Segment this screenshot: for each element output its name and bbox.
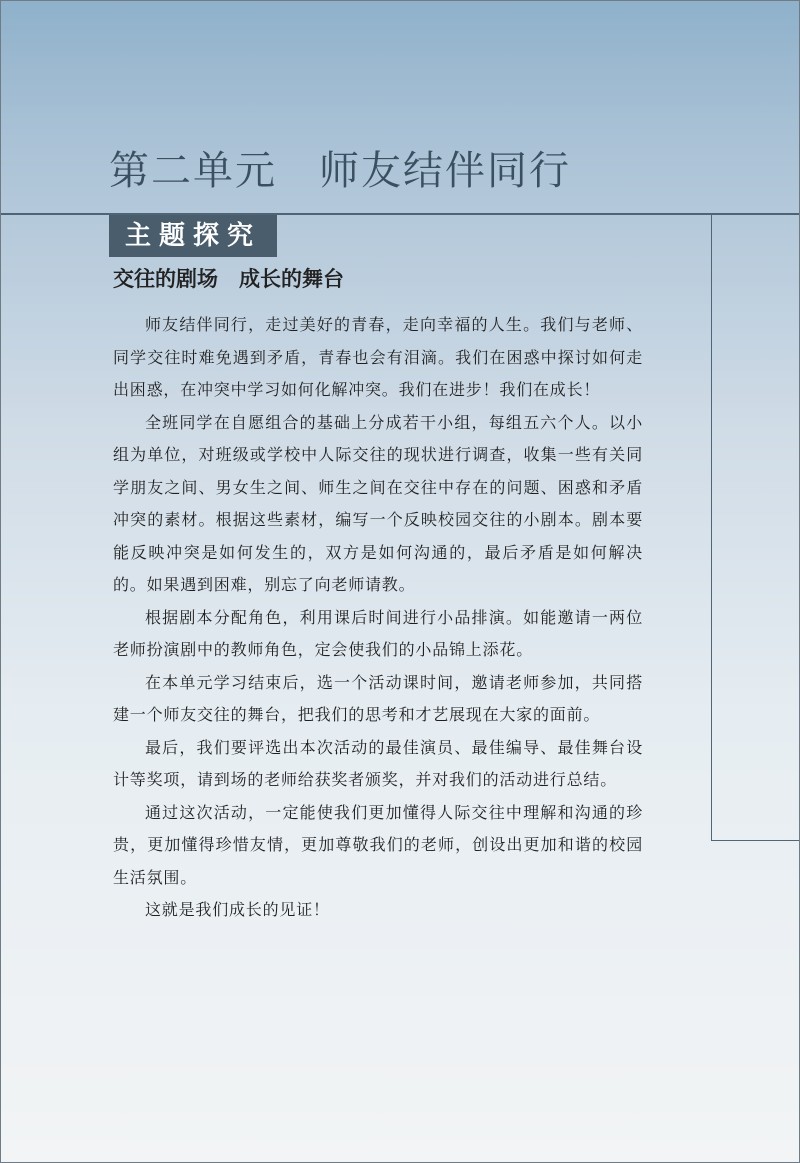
unit-title: 第二单元 师友结伴同行 <box>109 148 571 194</box>
decorative-horizontal-rule <box>711 840 800 841</box>
decorative-vertical-rule <box>711 213 712 841</box>
paragraph: 全班同学在自愿组合的基础上分成若干小组，每组五六个人。以小组为单位，对班级或学校中人际交往的现状进行调查，收集一些有关同学朋友之间、男女生之间、师生之间在交往中存在的问题、困惑和矛盾冲突的素材。根据这些素材，编写一个反映校园交往的小剧本。剧本要能反映冲突是如何发生的，双方是如何沟通的，最后矛盾是如何解决的。如果遇到困难，别忘了向老师请教。 <box>113 412 643 594</box>
title-band <box>1 1 799 215</box>
body-text <box>113 309 643 927</box>
paragraph: 师友结伴同行，走过美好的青春，走向幸福的人生。我们与老师、同学交往时难免遇到矛盾，青春也会有泪滴。我们在困惑中探讨如何走出困惑，在冲突中学习如何化解冲突。我们在进步！我们在成长！ <box>113 315 643 399</box>
paragraph: 在本单元学习结束后，选一个活动课时间，邀请老师参加，共同搭建一个师友交往的舞台，把我们的思考和才艺展现在大家的面前。 <box>113 672 643 724</box>
paragraph: 这就是我们成长的见证！ <box>145 900 330 919</box>
paragraph: 通过这次活动，一定能使我们更加懂得人际交往中理解和沟通的珍贵，更加懂得珍惜友情，更加尊敬我们的老师，创设出更加和谐的校园生活氛围。 <box>113 802 643 887</box>
section-subtitle: 交往的剧场 成长的舞台 <box>113 267 344 291</box>
theme-badge: 主题探究 <box>109 215 277 257</box>
paragraph: 最后，我们要评选出本次活动的最佳演员、最佳编导、最佳舞台设计等奖项，请到场的老师给获奖者颁奖，并对我们的活动进行总结。 <box>113 737 643 789</box>
paragraph: 根据剧本分配角色，利用课后时间进行小品排演。如能邀请一两位老师扮演剧中的教师角色，定会使我们的小品锦上添花。 <box>113 607 643 659</box>
